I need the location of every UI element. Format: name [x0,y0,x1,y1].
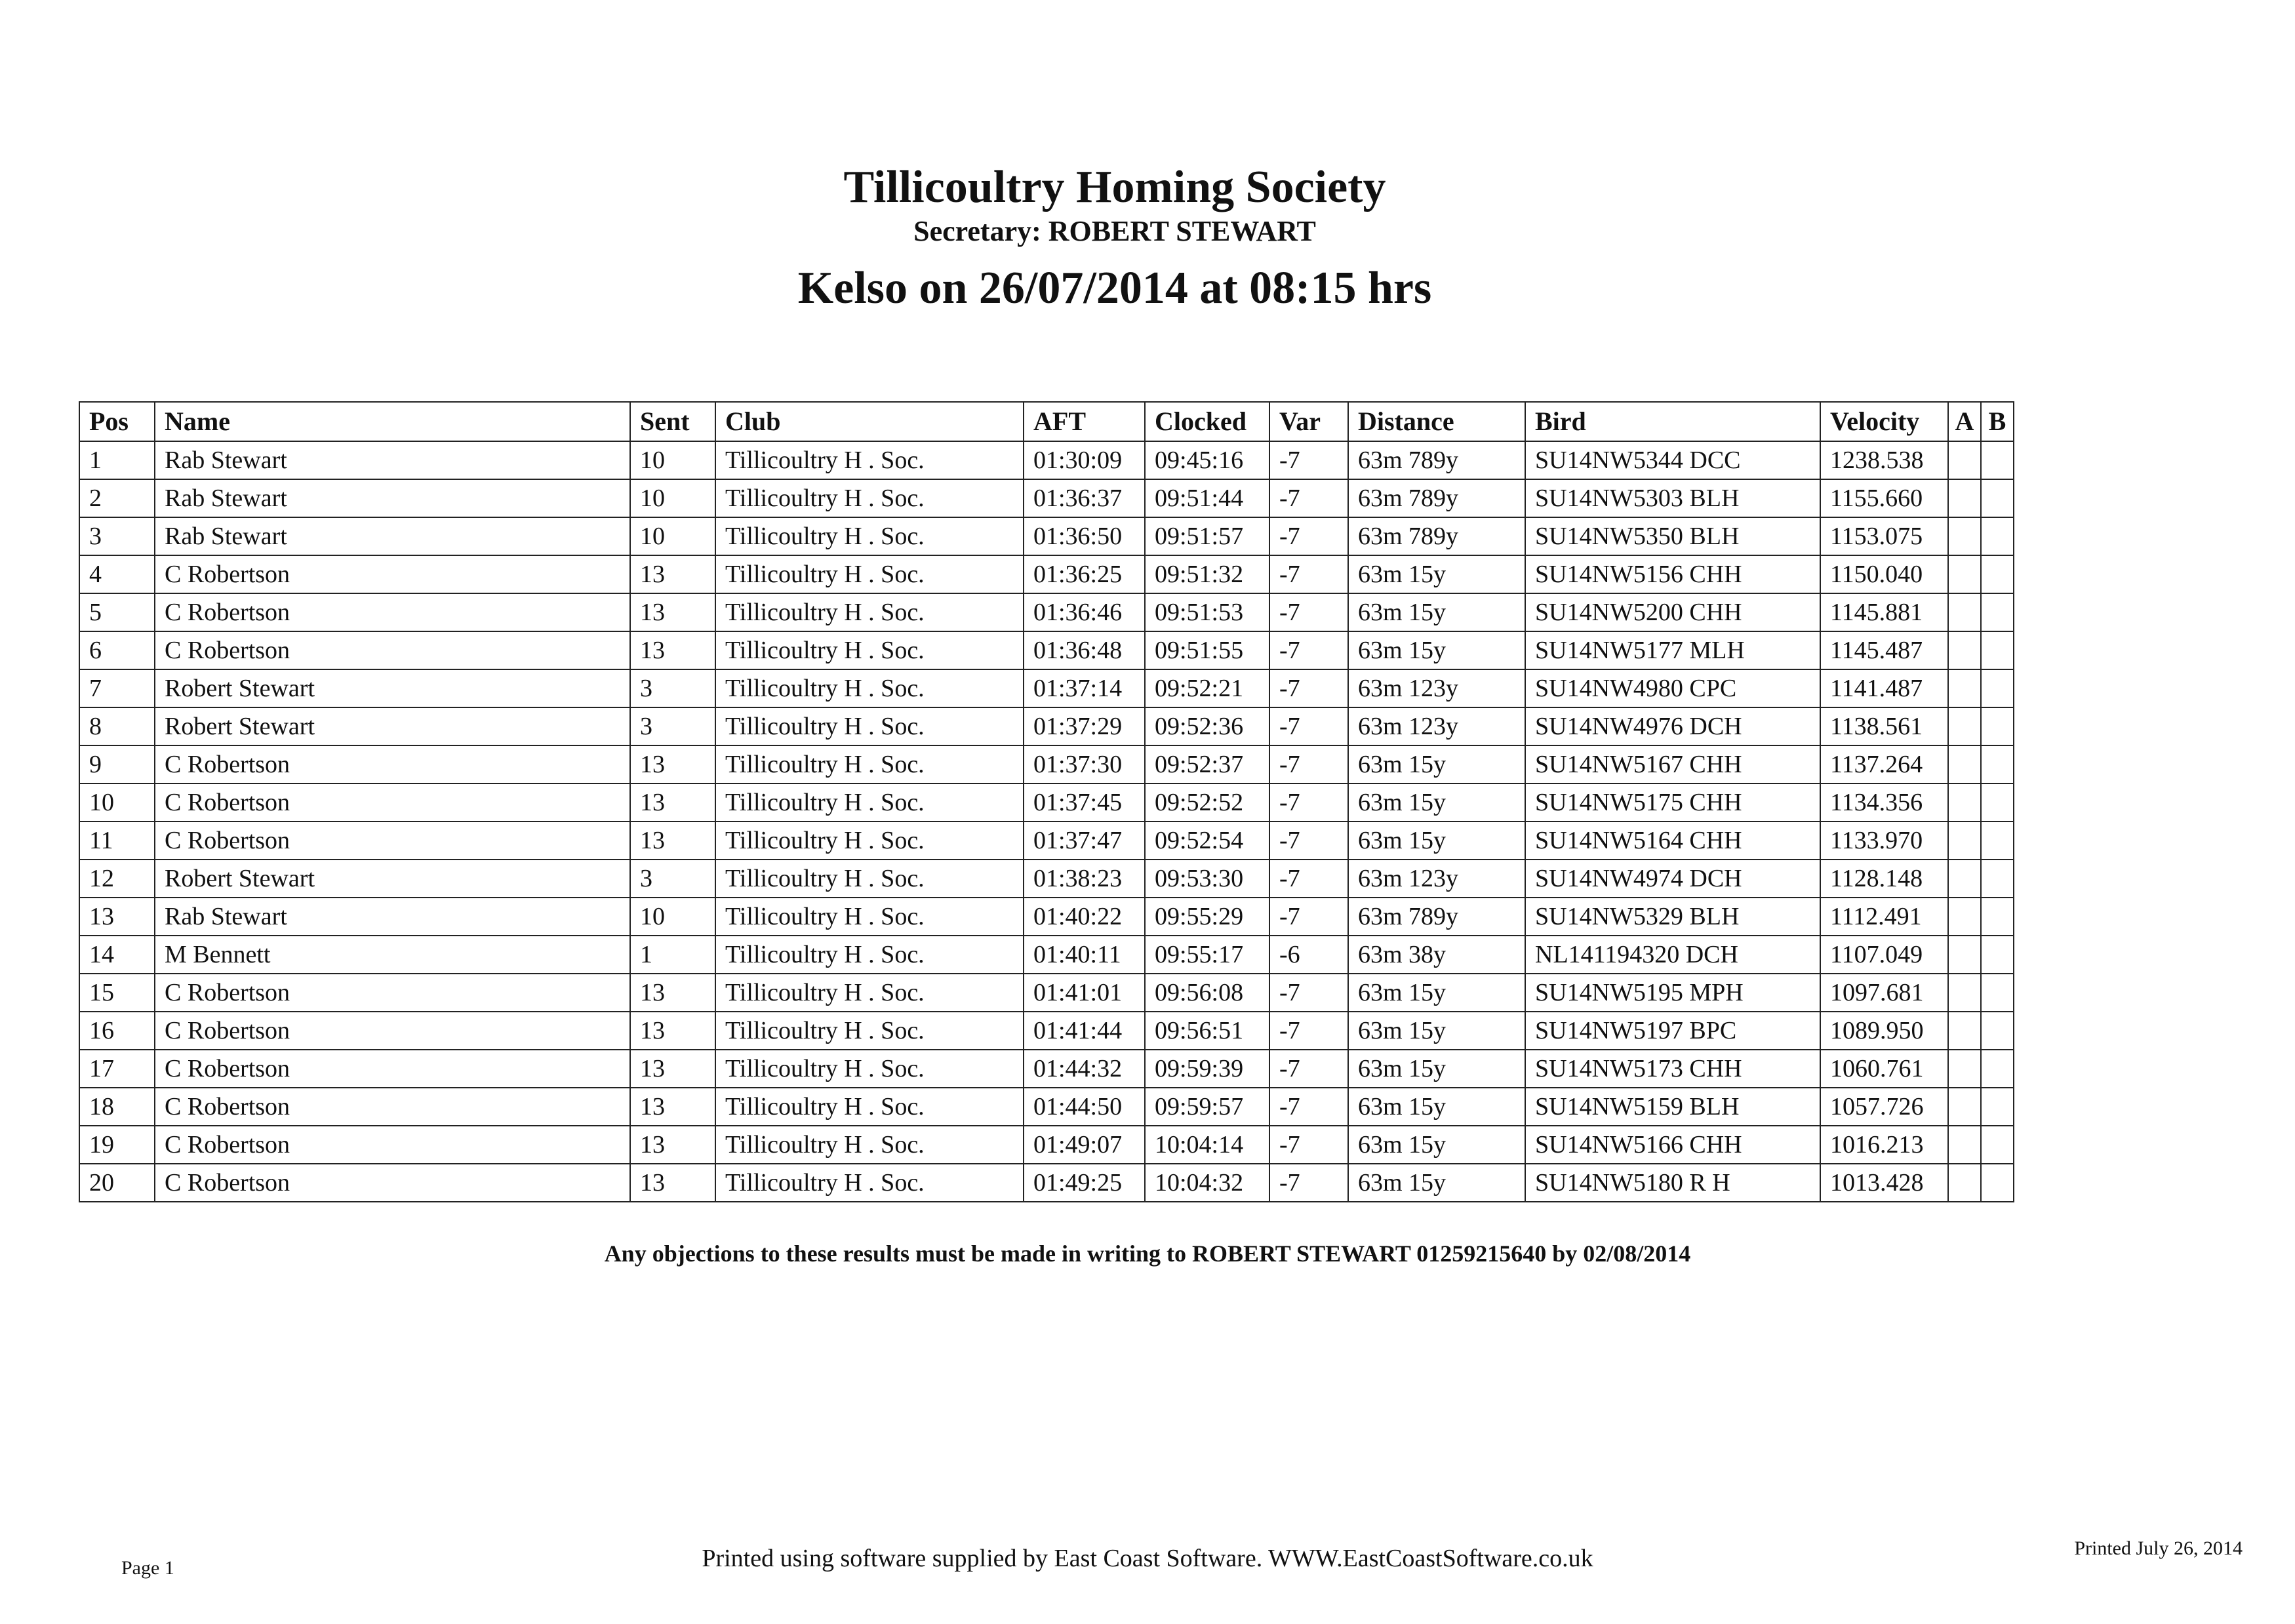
cell-var: -7 [1269,898,1348,936]
report-header [721,161,1508,315]
cell-var: -7 [1269,631,1348,669]
table-row [79,745,2014,783]
table-row [79,898,2014,936]
cell-club: Tillicoultry H . Soc. [715,441,1024,479]
cell-distance: 63m 789y [1348,517,1525,555]
cell-velocity: 1155.660 [1820,479,1948,517]
cell-name: Rab Stewart [155,517,630,555]
cell-b [1981,707,2014,745]
cell-velocity: 1138.561 [1820,707,1948,745]
cell-clocked: 09:52:54 [1145,822,1269,860]
column-header-a: A [1948,402,1981,441]
cell-var: -7 [1269,555,1348,593]
cell-bird: SU14NW5344 DCC [1525,441,1820,479]
cell-name: C Robertson [155,1012,630,1050]
cell-bird: SU14NW5166 CHH [1525,1126,1820,1164]
cell-bird: SU14NW4976 DCH [1525,707,1820,745]
cell-a [1948,441,1981,479]
cell-distance: 63m 15y [1348,1050,1525,1088]
cell-distance: 63m 15y [1348,974,1525,1012]
cell-pos: 16 [79,1012,155,1050]
cell-club: Tillicoultry H . Soc. [715,860,1024,898]
cell-aft: 01:30:09 [1024,441,1145,479]
cell-clocked: 09:51:57 [1145,517,1269,555]
page-number: Page 1 [121,1557,174,1579]
column-header-sent: Sent [630,402,715,441]
table-row [79,936,2014,974]
cell-a [1948,555,1981,593]
cell-velocity: 1097.681 [1820,974,1948,1012]
cell-sent: 10 [630,479,715,517]
cell-velocity: 1016.213 [1820,1126,1948,1164]
cell-bird: SU14NW5159 BLH [1525,1088,1820,1126]
cell-aft: 01:36:37 [1024,479,1145,517]
cell-clocked: 09:51:53 [1145,593,1269,631]
table-row [79,860,2014,898]
cell-pos: 5 [79,593,155,631]
cell-clocked: 09:59:39 [1145,1050,1269,1088]
table-row [79,1012,2014,1050]
cell-distance: 63m 15y [1348,1012,1525,1050]
cell-name: Robert Stewart [155,707,630,745]
cell-sent: 1 [630,936,715,974]
cell-b [1981,631,2014,669]
cell-name: C Robertson [155,555,630,593]
cell-sent: 13 [630,1012,715,1050]
cell-var: -7 [1269,669,1348,707]
cell-aft: 01:40:11 [1024,936,1145,974]
cell-a [1948,1164,1981,1202]
table-row [79,517,2014,555]
table-row [79,555,2014,593]
cell-bird: SU14NW5177 MLH [1525,631,1820,669]
cell-a [1948,1050,1981,1088]
cell-club: Tillicoultry H . Soc. [715,974,1024,1012]
cell-bird: SU14NW4980 CPC [1525,669,1820,707]
cell-club: Tillicoultry H . Soc. [715,1050,1024,1088]
cell-sent: 13 [630,555,715,593]
cell-distance: 63m 789y [1348,441,1525,479]
cell-pos: 1 [79,441,155,479]
cell-var: -7 [1269,479,1348,517]
cell-distance: 63m 123y [1348,860,1525,898]
cell-sent: 13 [630,1088,715,1126]
cell-aft: 01:49:07 [1024,1126,1145,1164]
cell-a [1948,707,1981,745]
cell-var: -7 [1269,1050,1348,1088]
cell-var: -7 [1269,860,1348,898]
cell-b [1981,479,2014,517]
cell-sent: 13 [630,1126,715,1164]
column-header-var: Var [1269,402,1348,441]
cell-distance: 63m 123y [1348,707,1525,745]
cell-distance: 63m 789y [1348,479,1525,517]
cell-distance: 63m 15y [1348,631,1525,669]
software-credit: Printed using software supplied by East Coast Software. WWW.EastCoastSoftware.co.uk [702,1545,1593,1572]
table-row [79,707,2014,745]
cell-sent: 10 [630,898,715,936]
cell-club: Tillicoultry H . Soc. [715,1164,1024,1202]
cell-a [1948,1126,1981,1164]
cell-pos: 11 [79,822,155,860]
cell-name: C Robertson [155,1050,630,1088]
cell-var: -7 [1269,745,1348,783]
cell-name: Rab Stewart [155,898,630,936]
cell-var: -7 [1269,783,1348,822]
table-row [79,593,2014,631]
cell-distance: 63m 15y [1348,555,1525,593]
cell-clocked: 09:52:21 [1145,669,1269,707]
column-header-club: Club [715,402,1024,441]
column-header-pos: Pos [79,402,155,441]
cell-name: Robert Stewart [155,669,630,707]
cell-velocity: 1238.538 [1820,441,1948,479]
cell-pos: 19 [79,1126,155,1164]
cell-bird: SU14NW5350 BLH [1525,517,1820,555]
cell-club: Tillicoultry H . Soc. [715,745,1024,783]
cell-var: -7 [1269,1164,1348,1202]
cell-aft: 01:36:50 [1024,517,1145,555]
cell-bird: SU14NW5175 CHH [1525,783,1820,822]
cell-clocked: 10:04:14 [1145,1126,1269,1164]
cell-pos: 18 [79,1088,155,1126]
cell-name: Robert Stewart [155,860,630,898]
cell-name: C Robertson [155,822,630,860]
cell-velocity: 1057.726 [1820,1088,1948,1126]
column-header-name: Name [155,402,630,441]
cell-distance: 63m 15y [1348,1164,1525,1202]
cell-bird: SU14NW5197 BPC [1525,1012,1820,1050]
cell-clocked: 09:59:57 [1145,1088,1269,1126]
cell-clocked: 09:56:51 [1145,1012,1269,1050]
cell-aft: 01:40:22 [1024,898,1145,936]
cell-clocked: 09:53:30 [1145,860,1269,898]
cell-pos: 15 [79,974,155,1012]
cell-club: Tillicoultry H . Soc. [715,936,1024,974]
column-header-b: B [1981,402,2014,441]
table-row [79,1126,2014,1164]
cell-velocity: 1133.970 [1820,822,1948,860]
cell-sent: 10 [630,441,715,479]
cell-b [1981,517,2014,555]
cell-aft: 01:37:30 [1024,745,1145,783]
cell-pos: 6 [79,631,155,669]
cell-distance: 63m 15y [1348,1088,1525,1126]
cell-var: -7 [1269,1012,1348,1050]
cell-b [1981,974,2014,1012]
cell-bird: SU14NW5164 CHH [1525,822,1820,860]
cell-b [1981,1164,2014,1202]
cell-aft: 01:41:44 [1024,1012,1145,1050]
cell-clocked: 09:52:37 [1145,745,1269,783]
cell-aft: 01:38:23 [1024,860,1145,898]
cell-sent: 13 [630,1050,715,1088]
cell-name: C Robertson [155,783,630,822]
race-line: Kelso on 26/07/2014 at 08:15 hrs [797,263,1432,313]
cell-velocity: 1150.040 [1820,555,1948,593]
cell-club: Tillicoultry H . Soc. [715,517,1024,555]
society-title: Tillicoultry Homing Society [843,162,1386,212]
cell-distance: 63m 15y [1348,745,1525,783]
cell-velocity: 1153.075 [1820,517,1948,555]
cell-velocity: 1134.356 [1820,783,1948,822]
cell-a [1948,669,1981,707]
cell-a [1948,517,1981,555]
cell-name: C Robertson [155,974,630,1012]
cell-name: Rab Stewart [155,479,630,517]
cell-name: C Robertson [155,1126,630,1164]
cell-bird: SU14NW5180 R H [1525,1164,1820,1202]
table-row [79,441,2014,479]
table-row [79,783,2014,822]
cell-velocity: 1128.148 [1820,860,1948,898]
cell-a [1948,593,1981,631]
column-header-bird: Bird [1525,402,1820,441]
cell-sent: 10 [630,517,715,555]
cell-bird: SU14NW5167 CHH [1525,745,1820,783]
cell-sent: 13 [630,745,715,783]
cell-a [1948,631,1981,669]
cell-distance: 63m 789y [1348,898,1525,936]
cell-sent: 3 [630,860,715,898]
cell-pos: 10 [79,783,155,822]
cell-clocked: 09:56:08 [1145,974,1269,1012]
cell-bird: SU14NW5195 MPH [1525,974,1820,1012]
cell-a [1948,936,1981,974]
cell-sent: 13 [630,783,715,822]
cell-a [1948,822,1981,860]
results-table [79,401,2014,1202]
cell-var: -7 [1269,1126,1348,1164]
cell-pos: 3 [79,517,155,555]
cell-clocked: 09:51:44 [1145,479,1269,517]
cell-velocity: 1060.761 [1820,1050,1948,1088]
cell-velocity: 1141.487 [1820,669,1948,707]
cell-pos: 7 [79,669,155,707]
cell-distance: 63m 15y [1348,1126,1525,1164]
cell-clocked: 09:55:17 [1145,936,1269,974]
cell-bird: SU14NW5303 BLH [1525,479,1820,517]
cell-b [1981,1012,2014,1050]
cell-sent: 13 [630,593,715,631]
cell-name: C Robertson [155,593,630,631]
cell-bird: SU14NW5173 CHH [1525,1050,1820,1088]
cell-aft: 01:36:25 [1024,555,1145,593]
cell-b [1981,441,2014,479]
cell-aft: 01:37:14 [1024,669,1145,707]
cell-name: Rab Stewart [155,441,630,479]
cell-sent: 3 [630,669,715,707]
cell-aft: 01:36:46 [1024,593,1145,631]
cell-distance: 63m 15y [1348,822,1525,860]
table-row [79,669,2014,707]
cell-b [1981,555,2014,593]
cell-a [1948,745,1981,783]
cell-var: -7 [1269,974,1348,1012]
cell-distance: 63m 15y [1348,593,1525,631]
cell-velocity: 1145.487 [1820,631,1948,669]
cell-pos: 8 [79,707,155,745]
cell-aft: 01:41:01 [1024,974,1145,1012]
cell-b [1981,1088,2014,1126]
cell-velocity: 1112.491 [1820,898,1948,936]
cell-b [1981,822,2014,860]
cell-var: -7 [1269,1088,1348,1126]
cell-club: Tillicoultry H . Soc. [715,593,1024,631]
cell-aft: 01:36:48 [1024,631,1145,669]
cell-club: Tillicoultry H . Soc. [715,479,1024,517]
cell-b [1981,898,2014,936]
column-header-velocity: Velocity [1820,402,1948,441]
cell-club: Tillicoultry H . Soc. [715,898,1024,936]
cell-pos: 17 [79,1050,155,1088]
cell-b [1981,745,2014,783]
cell-distance: 63m 38y [1348,936,1525,974]
table-row [79,1050,2014,1088]
objections-notice: Any objections to these results must be made in writing to ROBERT STEWART 01259215640 by 02/08/2014 [604,1240,1691,1267]
cell-a [1948,783,1981,822]
cell-name: M Bennett [155,936,630,974]
cell-bird: SU14NW4974 DCH [1525,860,1820,898]
cell-sent: 3 [630,707,715,745]
cell-clocked: 09:52:36 [1145,707,1269,745]
cell-aft: 01:37:47 [1024,822,1145,860]
cell-b [1981,669,2014,707]
table-row [79,1088,2014,1126]
cell-club: Tillicoultry H . Soc. [715,707,1024,745]
cell-bird: SU14NW5329 BLH [1525,898,1820,936]
cell-velocity: 1137.264 [1820,745,1948,783]
cell-pos: 12 [79,860,155,898]
cell-clocked: 10:04:32 [1145,1164,1269,1202]
cell-aft: 01:49:25 [1024,1164,1145,1202]
column-header-clocked: Clocked [1145,402,1269,441]
cell-clocked: 09:45:16 [1145,441,1269,479]
cell-a [1948,1088,1981,1126]
cell-club: Tillicoultry H . Soc. [715,822,1024,860]
cell-club: Tillicoultry H . Soc. [715,1126,1024,1164]
cell-var: -7 [1269,441,1348,479]
cell-a [1948,974,1981,1012]
cell-b [1981,936,2014,974]
cell-pos: 20 [79,1164,155,1202]
cell-name: C Robertson [155,1088,630,1126]
cell-var: -7 [1269,517,1348,555]
cell-club: Tillicoultry H . Soc. [715,631,1024,669]
table-row [79,822,2014,860]
cell-club: Tillicoultry H . Soc. [715,1088,1024,1126]
cell-distance: 63m 15y [1348,783,1525,822]
cell-a [1948,1012,1981,1050]
cell-aft: 01:44:32 [1024,1050,1145,1088]
cell-pos: 14 [79,936,155,974]
cell-b [1981,593,2014,631]
cell-var: -7 [1269,707,1348,745]
cell-pos: 9 [79,745,155,783]
cell-sent: 13 [630,1164,715,1202]
cell-name: C Robertson [155,745,630,783]
cell-pos: 4 [79,555,155,593]
cell-velocity: 1145.881 [1820,593,1948,631]
cell-velocity: 1107.049 [1820,936,1948,974]
column-header-distance: Distance [1348,402,1525,441]
cell-velocity: 1013.428 [1820,1164,1948,1202]
cell-aft: 01:37:29 [1024,707,1145,745]
cell-bird: NL141194320 DCH [1525,936,1820,974]
cell-aft: 01:44:50 [1024,1088,1145,1126]
secretary-line: Secretary: ROBERT STEWART [913,215,1316,247]
cell-club: Tillicoultry H . Soc. [715,783,1024,822]
cell-b [1981,1050,2014,1088]
table-row [79,974,2014,1012]
cell-name: C Robertson [155,631,630,669]
table-row [79,479,2014,517]
cell-name: C Robertson [155,1164,630,1202]
cell-clocked: 09:52:52 [1145,783,1269,822]
table-body [79,441,2014,1202]
table-row [79,1164,2014,1202]
cell-aft: 01:37:45 [1024,783,1145,822]
cell-bird: SU14NW5156 CHH [1525,555,1820,593]
cell-b [1981,860,2014,898]
printed-date: Printed July 26, 2014 [2074,1537,2243,1559]
cell-club: Tillicoultry H . Soc. [715,1012,1024,1050]
cell-var: -7 [1269,593,1348,631]
cell-pos: 2 [79,479,155,517]
table-row [79,631,2014,669]
cell-distance: 63m 123y [1348,669,1525,707]
cell-sent: 13 [630,631,715,669]
column-header-aft: AFT [1024,402,1145,441]
cell-var: -6 [1269,936,1348,974]
cell-sent: 13 [630,974,715,1012]
cell-velocity: 1089.950 [1820,1012,1948,1050]
table-header-row [79,402,2014,441]
cell-clocked: 09:51:32 [1145,555,1269,593]
cell-sent: 13 [630,822,715,860]
cell-b [1981,783,2014,822]
cell-a [1948,479,1981,517]
cell-bird: SU14NW5200 CHH [1525,593,1820,631]
cell-b [1981,1126,2014,1164]
cell-clocked: 09:51:55 [1145,631,1269,669]
cell-a [1948,860,1981,898]
cell-club: Tillicoultry H . Soc. [715,669,1024,707]
cell-pos: 13 [79,898,155,936]
cell-a [1948,898,1981,936]
cell-clocked: 09:55:29 [1145,898,1269,936]
cell-var: -7 [1269,822,1348,860]
cell-club: Tillicoultry H . Soc. [715,555,1024,593]
